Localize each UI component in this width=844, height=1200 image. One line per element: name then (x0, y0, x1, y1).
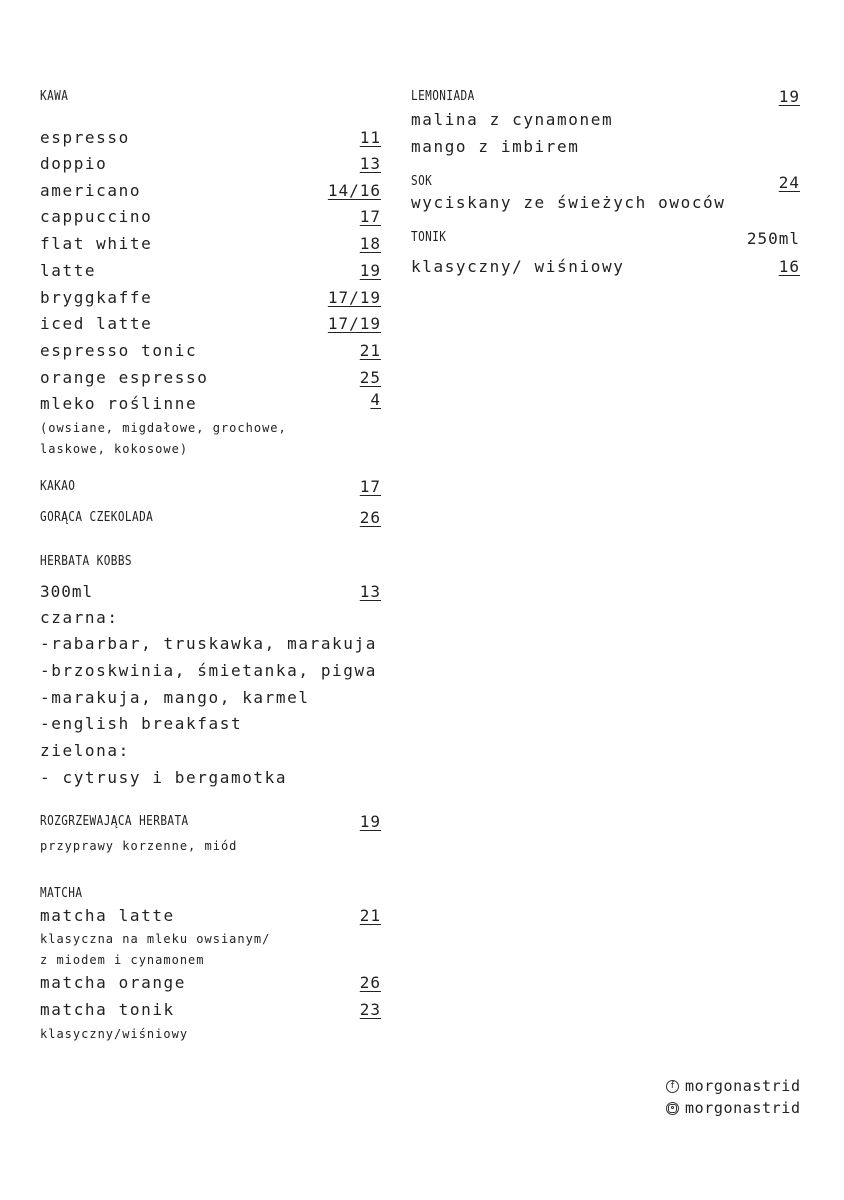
section-title-lemoniada: LEMONIADA (411, 89, 475, 104)
menu-item-name: orange espresso (40, 368, 209, 387)
matcha-tonik-name: matcha tonik (40, 1000, 175, 1019)
matcha-latte-note-1: klasyczna na mleku owsianym/ (40, 932, 271, 946)
section-title-rozgrzewajaca-herbata: ROZGRZEWAJĄCA HERBATA (40, 814, 189, 829)
instagram-handle: morgonastrid (685, 1099, 801, 1117)
herbata-line: -marakuja, mango, karmel (40, 688, 310, 707)
milk-note-line-2: laskowe, kokosowe) (40, 442, 189, 456)
matcha-orange-price: 26 (359, 973, 381, 992)
herbata-price: 13 (359, 582, 381, 601)
menu-item-name: mleko roślinne (40, 394, 198, 413)
sok-line-1: wyciskany ze świeżych owoców (411, 193, 726, 212)
menu-item-price: 17/19 (327, 288, 381, 307)
section-title-tonik: TONIK (411, 230, 447, 245)
herbata-line: czarna: (40, 608, 119, 627)
section-title-kawa: KAWA (40, 89, 69, 104)
instagram-icon (666, 1102, 679, 1115)
matcha-orange-name: matcha orange (40, 973, 187, 992)
kakao-price: 17 (359, 477, 381, 496)
milk-note-line-1: (owsiane, migdałowe, grochowe, (40, 421, 287, 435)
menu-item-price: 14/16 (327, 181, 381, 200)
matcha-tonik-note: klasyczny/wiśniowy (40, 1027, 189, 1041)
menu-item-name: bryggkaffe (40, 288, 153, 307)
rozgrzewajaca-price: 19 (359, 812, 381, 831)
section-title-kakao: KAKAO (40, 479, 76, 494)
menu-item-name: latte (40, 261, 97, 280)
herbata-line: -english breakfast (40, 714, 243, 733)
lemoniada-line-1: malina z cynamonem (411, 110, 614, 129)
facebook-link[interactable] (666, 1077, 801, 1095)
menu-item-name: doppio (40, 154, 108, 173)
menu-item-price: 25 (359, 368, 381, 387)
menu-item-price: 21 (359, 341, 381, 360)
herbata-size: 300ml (40, 582, 94, 601)
lemoniada-line-2: mango z imbirem (411, 137, 580, 156)
menu-item-name: cappuccino (40, 207, 153, 226)
menu-item-price: 4 (370, 390, 381, 409)
menu-item-name: espresso (40, 128, 130, 147)
herbata-line: -rabarbar, truskawka, marakuja (40, 634, 377, 653)
section-title-sok: SOK (411, 174, 433, 189)
herbata-line: -brzoskwinia, śmietanka, pigwa (40, 661, 377, 680)
menu-item-price: 17/19 (327, 314, 381, 333)
menu-item-name: flat white (40, 234, 153, 253)
section-title-goraca-czekolada: GORĄCA CZEKOLADA (40, 510, 154, 525)
tonik-line-1: klasyczny/ wiśniowy (411, 257, 625, 276)
menu-item-price: 19 (359, 261, 381, 280)
section-title-herbata-kobbs: HERBATA KOBBS (40, 554, 133, 569)
facebook-handle: morgonastrid (685, 1077, 801, 1095)
lemoniada-price: 19 (778, 87, 800, 106)
menu-item-name: iced latte (40, 314, 153, 333)
menu-item-price: 11 (359, 128, 381, 147)
menu-item-name: espresso tonic (40, 341, 198, 360)
matcha-tonik-price: 23 (359, 1000, 381, 1019)
tonik-size: 250ml (746, 229, 800, 248)
rozgrzewajaca-note: przyprawy korzenne, miód (40, 839, 238, 853)
matcha-latte-name: matcha latte (40, 906, 175, 925)
section-title-matcha: MATCHA (40, 886, 83, 901)
sok-price: 24 (778, 173, 800, 192)
matcha-latte-price: 21 (359, 906, 381, 925)
menu-item-name: americano (40, 181, 142, 200)
menu-item-price: 13 (359, 154, 381, 173)
menu-item-price: 18 (359, 234, 381, 253)
menu-item-price: 17 (359, 207, 381, 226)
goraca-czekolada-price: 26 (359, 508, 381, 527)
herbata-line: - cytrusy i bergamotka (40, 768, 288, 787)
tonik-price: 16 (778, 257, 800, 276)
herbata-line: zielona: (40, 741, 130, 760)
instagram-link[interactable] (666, 1099, 801, 1117)
facebook-icon: f (666, 1080, 679, 1093)
matcha-latte-note-2: z miodem i cynamonem (40, 953, 205, 967)
